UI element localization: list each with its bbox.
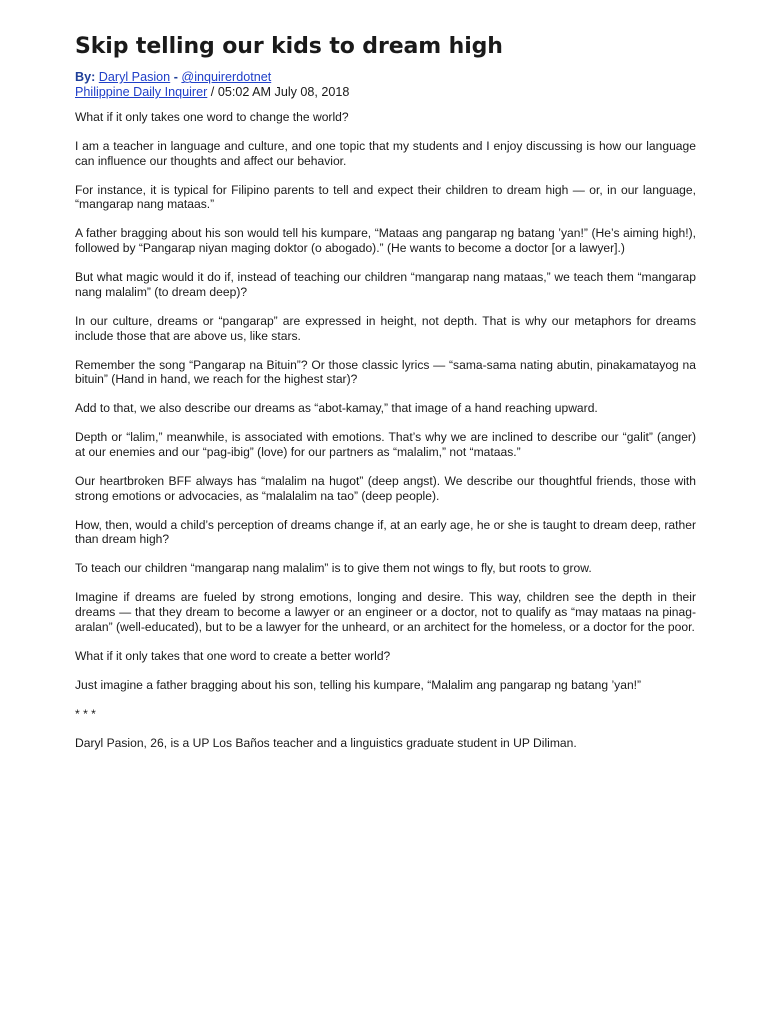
author-bio: Daryl Pasion, 26, is a UP Los Baños teacher and a linguistics graduate student in UP Diliman.	[75, 735, 577, 750]
byline-separator: -	[173, 70, 178, 84]
paragraph: For instance, it is typical for Filipino parents to tell and expect their children to dream high — or, in our language, “mangarap nang mataas.”	[75, 182, 696, 212]
publication-link[interactable]: Philippine Daily Inquirer	[75, 85, 208, 99]
paragraph: But what magic would it do if, instead of teaching our children “mangarap nang mataas,” we teach them “mangarap nang malalim” (to dream deep)?	[75, 270, 696, 299]
section-break: * * *	[75, 706, 96, 721]
paragraph: How, then, would a child’s perception of dreams change if, at an early age, he or she is taught to dream deep, rather than dream high?	[75, 517, 696, 547]
paragraph: Add to that, we also describe our dreams as “abot-kamay,” that image of a hand reaching upward.	[75, 401, 598, 416]
date-separator: /	[207, 85, 218, 99]
paragraph: In our culture, dreams or “pangarap” are expressed in height, not depth. That is why our metaphors for dreams include those that are above us, like stars.	[75, 313, 696, 343]
paragraph: Depth or “lalim,” meanwhile, is associated with emotions. That’s why we are inclined to describe our “galit” (anger) at our enemies and our “pag-ibig” (love) for our partners as “malalim,” not “mataas.”	[75, 430, 696, 459]
paragraph: Remember the song “Pangarap na Bituin”? Or those classic lyrics — “sama-sama nating abutin, pinakamatayog na bituin” (Hand in hand, we reach for the highest star)?	[75, 357, 696, 387]
twitter-handle-link[interactable]: @inquirerdotnet	[181, 70, 272, 84]
paragraph: To teach our children “mangarap nang malalim” is to give them not wings to fly, but roots to grow.	[75, 561, 592, 576]
publication-line	[75, 85, 696, 100]
author-line	[75, 70, 696, 85]
paragraph: Imagine if dreams are fueled by strong emotions, longing and desire. This way, children see the depth in their dreams — that they dream to become a lawyer or an engineer or a doctor, not to qualify as “may mataas na pinag-aralan” (well-educated), but to be a lawyer for the unheard, or an architect for the homeless, or a doctor for the poor.	[75, 590, 696, 634]
paragraph: I am a teacher in language and culture, and one topic that my students and I enjoy discussing is how our language can influence our thoughts and affect our behavior.	[75, 139, 696, 168]
article-title: Skip telling our kids to dream high	[75, 34, 503, 59]
author-link[interactable]: Daryl Pasion	[98, 70, 171, 84]
paragraph: Our heartbroken BFF always has “malalim na hugot” (deep angst). We describe our thoughtful friends, those with strong emotions or advocacies, as “malalalim na tao” (deep people).	[75, 473, 696, 503]
paragraph: What if it only takes that one word to create a better world?	[75, 648, 391, 663]
article-body	[75, 110, 696, 750]
article-byline	[75, 70, 696, 100]
publish-datetime: 05:02 AM July 08, 2018	[217, 85, 350, 99]
by-label: By:	[75, 70, 96, 84]
paragraph: What if it only takes one word to change the world?	[75, 110, 349, 124]
paragraph: A father bragging about his son would tell his kumpare, “Mataas ang pangarap ng batang ’yan!” (He’s aiming high!), followed by “Pangarap niyan maging doktor (o abogado).” (He wants to become a doctor [or a lawyer].)	[75, 226, 696, 256]
paragraph: Just imagine a father bragging about his son, telling his kumpare, “Malalim ang pangarap ng batang ’yan!”	[75, 677, 642, 692]
